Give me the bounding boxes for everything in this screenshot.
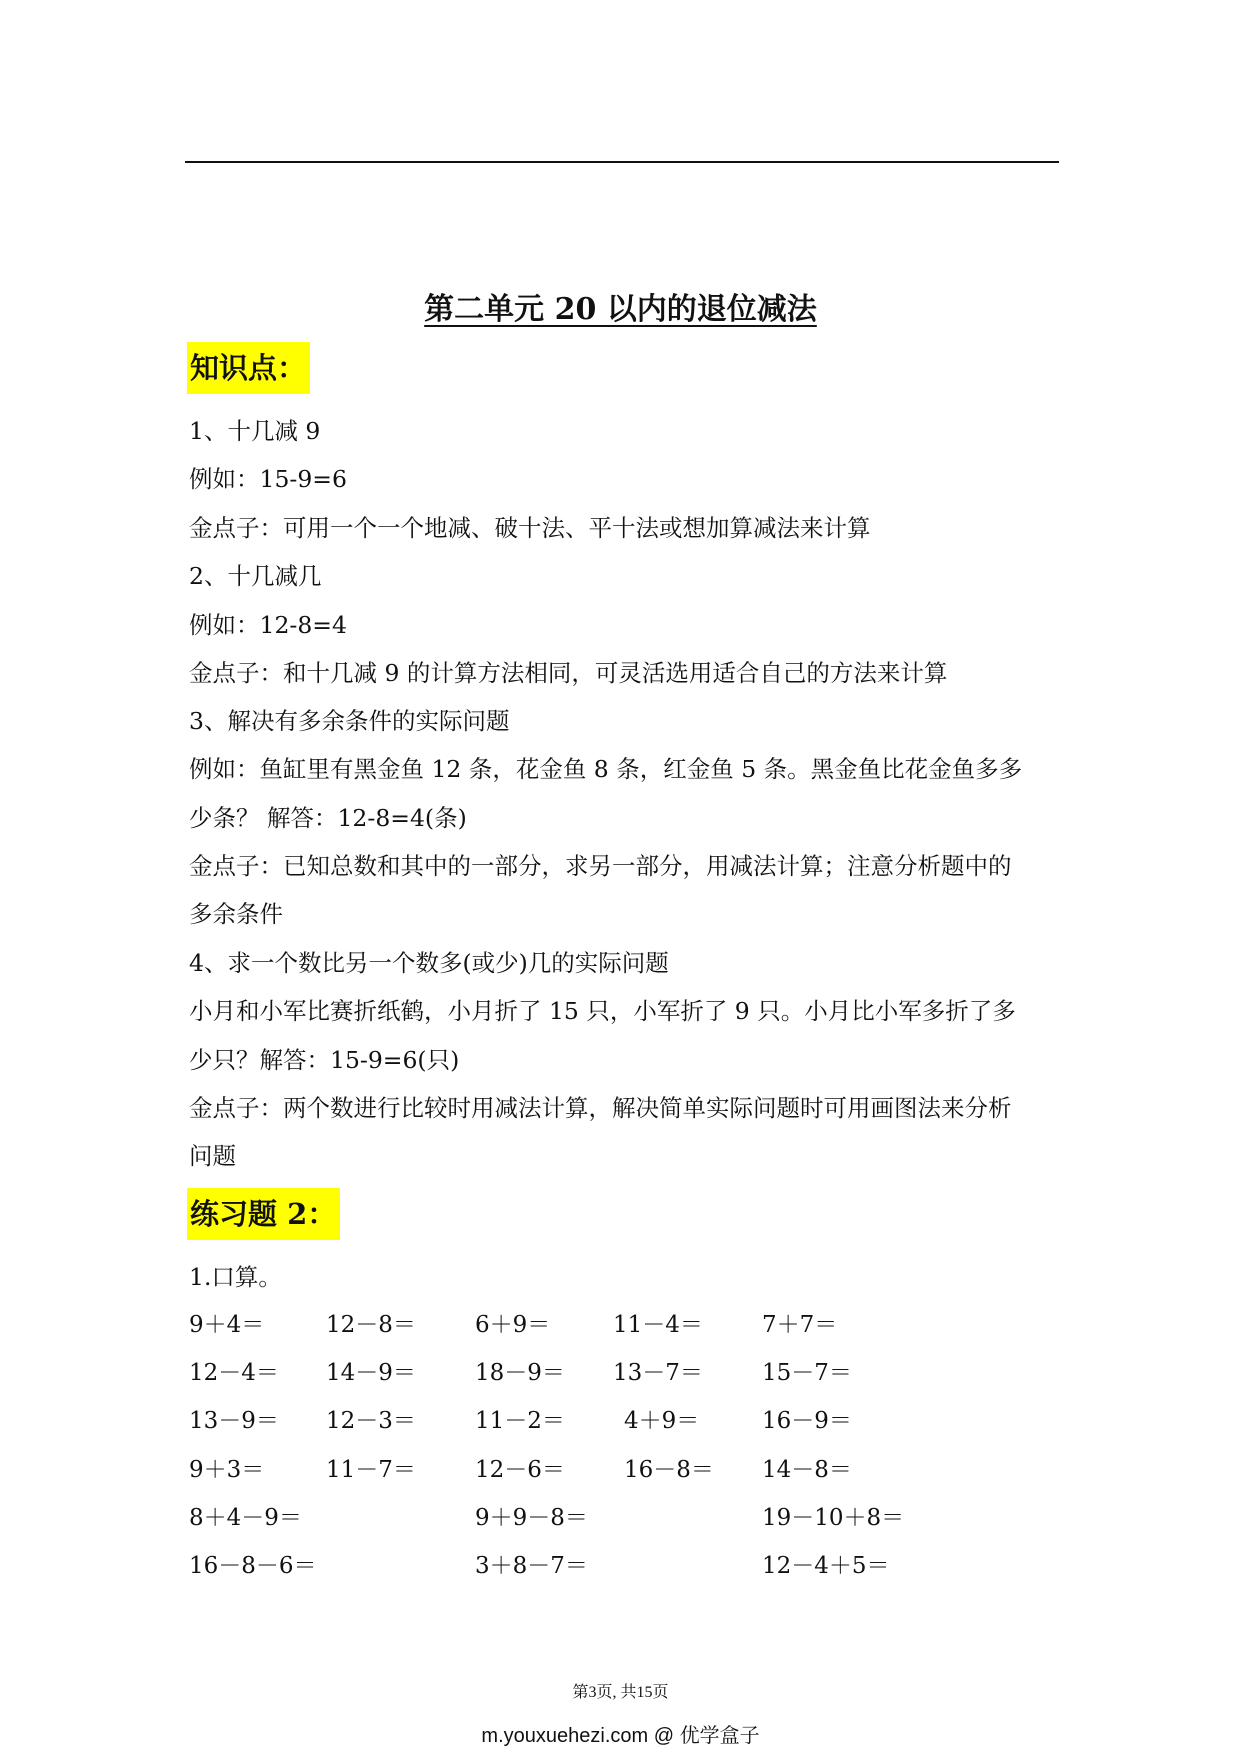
- oral-item: 16－8＝: [624, 1457, 714, 1483]
- knowledge-line: 金点子：可用一个一个地减、破十法、平十法或想加算减法来计算: [189, 514, 871, 542]
- knowledge-line: 例如：鱼缸里有黑金鱼 12 条，花金鱼 8 条，红金鱼 5 条。黑金鱼比花金鱼多多: [189, 755, 1023, 783]
- knowledge-line: 少条？ 解答：12-8=4(条): [189, 804, 467, 832]
- knowledge-line: 多余条件: [189, 900, 283, 928]
- oral-item: 14－8＝: [762, 1457, 852, 1483]
- header-rule: [185, 161, 1059, 163]
- knowledge-line: 金点子：已知总数和其中的一部分，求另一部分，用减法计算；注意分析题中的: [189, 852, 1012, 880]
- oral-item: 9＋3＝: [189, 1457, 265, 1483]
- oral-item: 6＋9＝: [475, 1312, 551, 1338]
- mixed-item: 3＋8－7＝: [475, 1553, 588, 1579]
- knowledge-line: 3、解决有多余条件的实际问题: [189, 707, 510, 735]
- mixed-item: 9＋9－8＝: [475, 1505, 588, 1531]
- oral-item: 4＋9＝: [624, 1408, 700, 1434]
- oral-item: 12－8＝: [326, 1312, 416, 1338]
- oral-item: 16－9＝: [762, 1408, 852, 1434]
- mixed-item: 19－10＋8＝: [762, 1505, 905, 1531]
- oral-item: 13－9＝: [189, 1408, 279, 1434]
- oral-item: 14－9＝: [326, 1360, 416, 1386]
- mixed-item: 12－4＋5＝: [762, 1553, 890, 1579]
- knowledge-line: 金点子：和十几减 9 的计算方法相同，可灵活选用适合自己的方法来计算: [189, 659, 948, 687]
- oral-item: 12－3＝: [326, 1408, 416, 1434]
- oral-item: 13－7＝: [613, 1360, 703, 1386]
- page-number: 第3页, 共15页: [572, 1684, 669, 1701]
- exercise-label: 1.口算。: [189, 1263, 282, 1291]
- mixed-item: 8＋4－9＝: [189, 1505, 302, 1531]
- page-title: 第二单元 20 以内的退位减法: [424, 292, 817, 327]
- knowledge-heading: 知识点：: [187, 342, 310, 394]
- oral-item: 12－6＝: [475, 1457, 565, 1483]
- knowledge-line: 2、十几减几: [189, 562, 322, 590]
- oral-item: 18－9＝: [475, 1360, 565, 1386]
- knowledge-line: 少只？解答：15-9=6(只): [189, 1046, 460, 1074]
- knowledge-line: 1、十几减 9: [189, 417, 321, 445]
- oral-item: 11－2＝: [475, 1408, 565, 1434]
- watermark: m.youxuehezi.com @ 优学盒子: [481, 1725, 760, 1747]
- knowledge-line: 小月和小军比赛折纸鹤，小月折了 15 只，小军折了 9 只。小月比小军多折了多: [189, 997, 1016, 1025]
- knowledge-line: 问题: [189, 1142, 236, 1170]
- oral-item: 11－7＝: [326, 1457, 416, 1483]
- oral-item: 12－4＝: [189, 1360, 279, 1386]
- oral-item: 15－7＝: [762, 1360, 852, 1386]
- oral-item: 11－4＝: [613, 1312, 703, 1338]
- oral-item: 7＋7＝: [762, 1312, 838, 1338]
- practice-heading: 练习题 2：: [187, 1188, 340, 1240]
- knowledge-line: 4、求一个数比另一个数多(或少)几的实际问题: [189, 949, 669, 977]
- knowledge-line: 例如：12-8=4: [189, 611, 347, 639]
- oral-item: 9＋4＝: [189, 1312, 265, 1338]
- knowledge-line: 金点子：两个数进行比较时用减法计算，解决简单实际问题时可用画图法来分析: [189, 1094, 1012, 1122]
- mixed-item: 16－8－6＝: [189, 1553, 317, 1579]
- knowledge-line: 例如：15-9=6: [189, 465, 347, 493]
